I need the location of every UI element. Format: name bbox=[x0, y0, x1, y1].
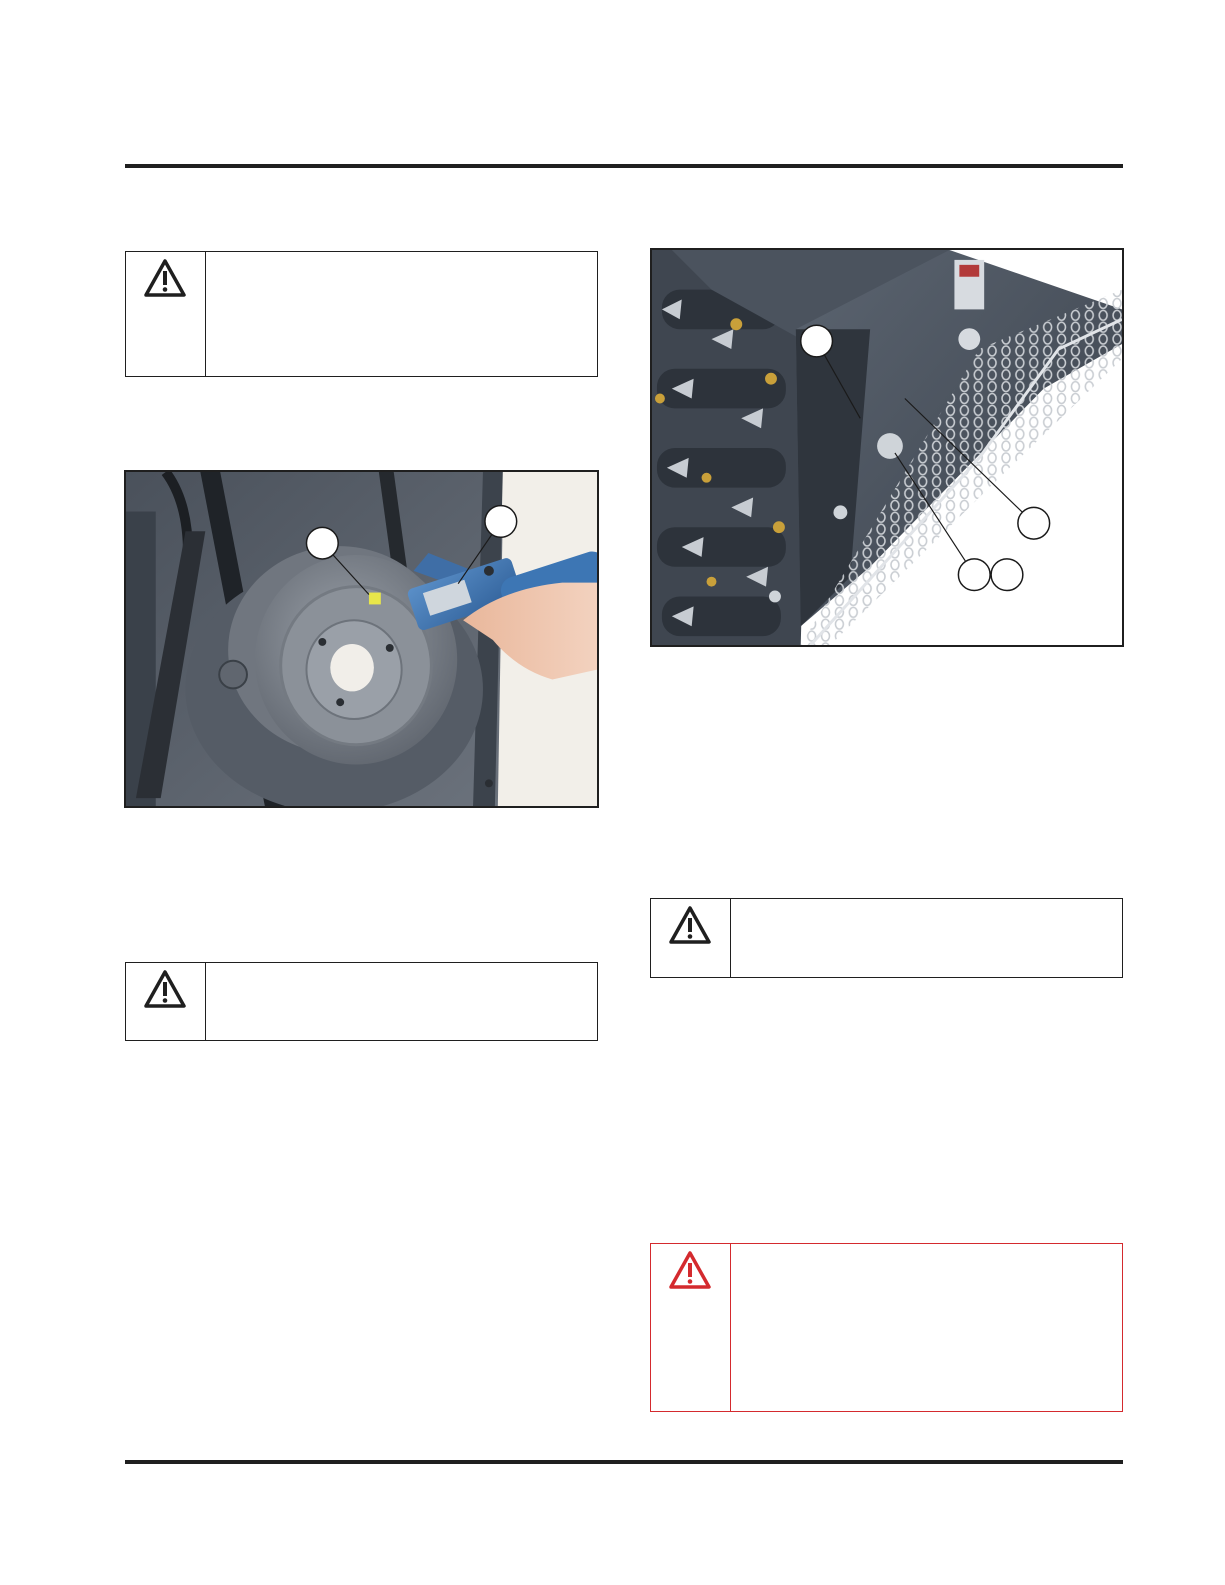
warning-box bbox=[125, 251, 598, 377]
callout-1 bbox=[306, 527, 338, 559]
warning-box bbox=[125, 962, 598, 1041]
warning-triangle-icon bbox=[143, 969, 187, 1009]
pulley-figure bbox=[124, 470, 599, 808]
callout-1 bbox=[801, 325, 833, 357]
warning-icon-cell bbox=[651, 899, 731, 977]
callout-2 bbox=[1018, 507, 1050, 539]
danger-triangle-icon bbox=[668, 1250, 712, 1290]
danger-box bbox=[650, 1243, 1123, 1412]
reflective-tape-mark bbox=[369, 593, 381, 605]
warning-icon-cell bbox=[126, 963, 206, 1040]
pulley-illustration bbox=[126, 472, 597, 806]
callout-2 bbox=[485, 506, 517, 538]
danger-icon-cell bbox=[651, 1244, 731, 1411]
footer-rule bbox=[125, 1460, 1123, 1464]
warning-triangle-icon bbox=[668, 905, 712, 945]
callout-3 bbox=[958, 559, 990, 591]
warning-icon-cell bbox=[126, 252, 206, 376]
callout-4 bbox=[991, 559, 1023, 591]
warning-box bbox=[650, 898, 1123, 978]
header-rule bbox=[125, 164, 1123, 168]
rotor-figure bbox=[650, 248, 1124, 647]
warning-triangle-icon bbox=[143, 258, 187, 298]
rotor-illustration bbox=[652, 250, 1122, 645]
